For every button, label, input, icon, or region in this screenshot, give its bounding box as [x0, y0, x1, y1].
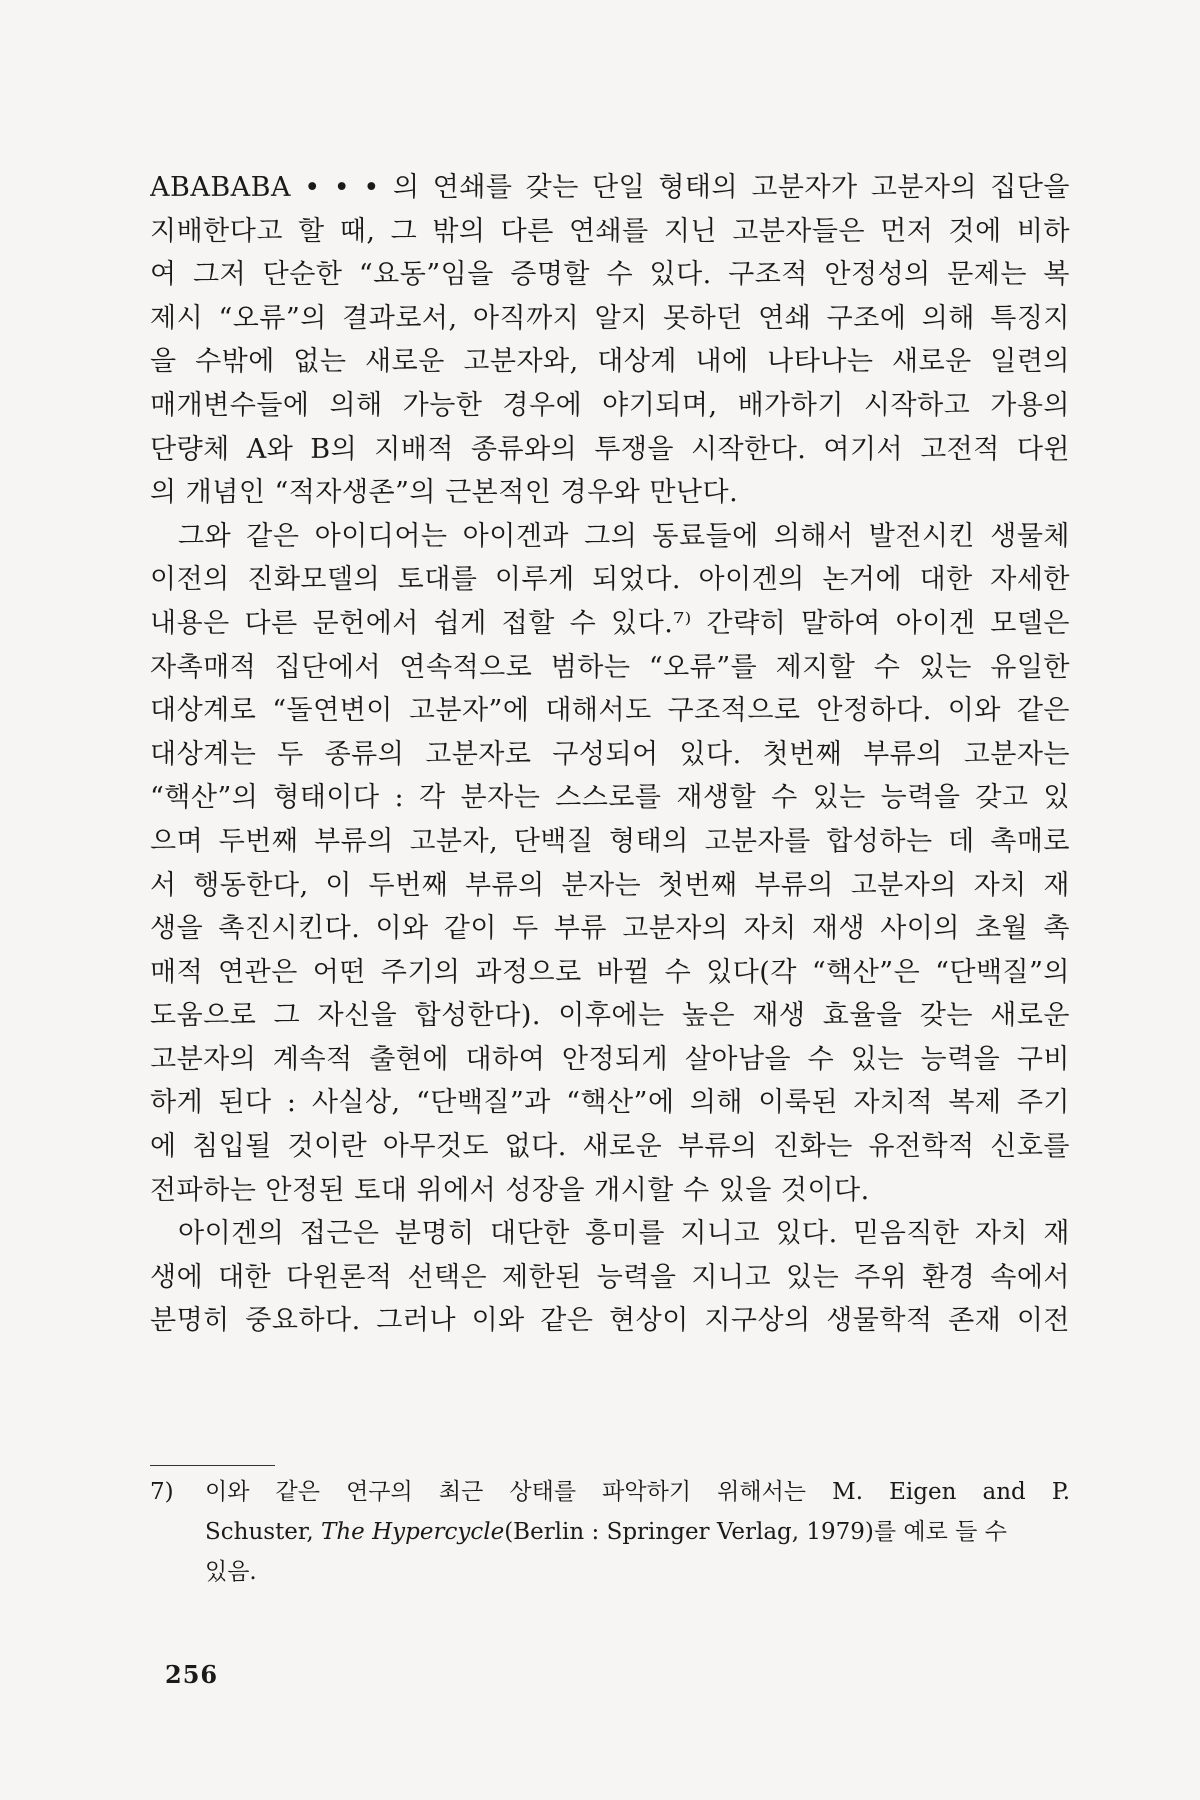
body-line: 자촉매적 집단에서 연속적으로 범하는 “오류”를 제지할 수 있는 유일한 [150, 651, 1070, 683]
footnote-divider [150, 1465, 275, 1466]
body-line: 단량체 A와 B의 지배적 종류와의 투쟁을 시작한다. 여기서 고전적 다윈 [150, 433, 1070, 465]
body-line: 생을 촉진시킨다. 이와 같이 두 부류 고분자의 자치 재생 사이의 초월 촉 [150, 913, 1070, 945]
footnote-text: 있음. [205, 1559, 257, 1585]
footnote-line [150, 1472, 1070, 1512]
body-line: 하게 된다 : 사실상, “단백질”과 “핵산”에 의해 이룩된 자치적 복제 주기 [150, 1087, 1070, 1119]
body-line: 그와 같은 아이디어는 아이겐과 그의 동료들에 의해서 발전시킨 생물체 [178, 520, 1070, 552]
body-line: “핵산”의 형태이다 : 각 분자는 스스로를 재생할 수 있는 능력을 갖고 있 [150, 782, 1070, 814]
book-title: The Hypercycle [321, 1519, 505, 1545]
body-line: 매개변수들에 의해 가능한 경우에 야기되며, 배가하기 시작하고 가용의 [150, 389, 1070, 421]
body-line: 에 침입될 것이란 아무것도 없다. 새로운 부류의 진화는 유전학적 신호를 [150, 1131, 1070, 1163]
footnote-line [150, 1552, 1070, 1592]
body-line: 지배한다고 할 때, 그 밖의 다른 연쇄를 지닌 고분자들은 먼저 것에 비하 [150, 215, 1070, 247]
body-line: 도움으로 그 자신을 합성한다). 이후에는 높은 재생 효율을 갖는 새로운 [150, 1000, 1070, 1032]
footnote-line [150, 1512, 1070, 1552]
body-line: 대상계로 “돌연변이 고분자”에 대해서도 구조적으로 안정하다. 이와 같은 [150, 695, 1070, 727]
body-line: 여 그저 단순한 “요동”임을 증명할 수 있다. 구조적 안정성의 문제는 복 [150, 259, 1070, 291]
body-line: 고분자의 계속적 출현에 대하여 안정되게 살아남을 수 있는 능력을 구비 [150, 1043, 1070, 1075]
body-line: 이전의 진화모델의 토대를 이루게 되었다. 아이겐의 논거에 대한 자세한 [150, 564, 1070, 596]
footnote-text: (Berlin : Springer Verlag, 1979)를 예로 들 수 [504, 1519, 1007, 1545]
body-text [150, 166, 1070, 1343]
body-line: 매적 연관은 어떤 주기의 과정으로 바뀔 수 있다(각 “핵산”은 “단백질”의 [150, 956, 1070, 988]
body-line: 전파하는 안정된 토대 위에서 성장을 개시할 수 있을 것이다. [150, 1174, 870, 1206]
body-line: 을 수밖에 없는 새로운 고분자와, 대상계 내에 나타나는 새로운 일련의 [150, 346, 1070, 378]
body-line: 제시 “오류”의 결과로서, 아직까지 알지 못하던 연쇄 구조에 의해 특징지 [150, 302, 1070, 334]
footnote-text: 이와 같은 연구의 최근 상태를 파악하기 위해서는 M. Eigen and P. [205, 1479, 1070, 1505]
body-line: 분명히 중요하다. 그러나 이와 같은 현상이 지구상의 생물학적 존재 이전 [150, 1305, 1070, 1337]
body-line: ABABABA • • • 의 연쇄를 갖는 단일 형태의 고분자가 고분자의 집단을 [150, 172, 1070, 203]
body-line: 내용은 다른 문헌에서 쉽게 접할 수 있다.⁷⁾ 간략히 말하여 아이겐 모델은 [150, 607, 1070, 639]
body-line: 대상계는 두 종류의 고분자로 구성되어 있다. 첫번째 부류의 고분자는 [150, 738, 1070, 770]
footnote [150, 1472, 1070, 1592]
body-line: 서 행동한다, 이 두번째 부류의 분자는 첫번째 부류의 고분자의 자치 재 [150, 869, 1070, 901]
page-number: 256 [165, 1660, 219, 1689]
footnote-marker: 7) [150, 1479, 174, 1505]
body-line: 으며 두번째 부류의 고분자, 단백질 형태의 고분자를 합성하는 데 촉매로 [150, 825, 1070, 857]
body-line: 의 개념인 “적자생존”의 근본적인 경우와 만난다. [150, 477, 739, 509]
body-line: 생에 대한 다윈론적 선택은 제한된 능력을 지니고 있는 주위 환경 속에서 [150, 1261, 1070, 1293]
body-line: 아이겐의 접근은 분명히 대단한 흥미를 지니고 있다. 믿음직한 자치 재 [178, 1218, 1070, 1250]
footnote-text: Schuster, [205, 1519, 322, 1545]
